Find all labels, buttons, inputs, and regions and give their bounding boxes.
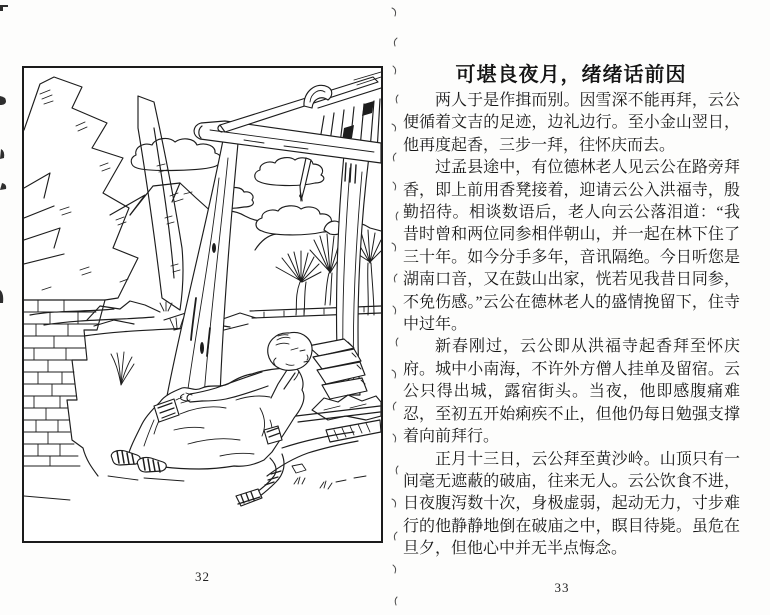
paragraph: 两人于是作揖而别。因雪深不能再拜，云公便循着文吉的足迹，边礼边行。至小金山翌日，他再度起香，三步一拜，往怀庆而去。 (403, 92, 740, 154)
paragraph: 新春刚过，云公即从洪福寺起香拜至怀庆府。城中小南海，不许外方僧人挂单及留宿。云公只得出城，露宿街头。当夜，他即感腹痛难忍，至初五开始痢疾不止，但他仍每日勉强支撑着向前拜行。 (403, 338, 740, 446)
illustration-line-art-monk-at-ruined-temple (24, 68, 381, 541)
paragraph: 正月十三日，云公拜至黄沙岭。山顶只有一间毫无遮蔽的破庙，往来无人。云公饮食不进，日夜腹泻数十次，身极虚弱，起动无力，寸步难行的他静静地倒在破庙之中，瞑目待毙。虽危在旦夕，但他心中并无半点悔念。 (403, 450, 740, 558)
tree (276, 230, 381, 315)
illustration-frame (22, 66, 383, 543)
paragraph: 过孟县途中，有位德林老人见云公在路旁拜香，即上前用香凳接着，迎请云公入洪福寺，殷勤招待。相谈数语后，老人向云公落泪道：“我昔时曾和两位同参相伴朝山，并一起在林下住了三十年。如今分手多年，音讯隔绝。今日听您是湖南口音，又在鼓山出家，恍若见我昔日同参，不免伤感。”云公在德林老人的盛情挽留下，住寺中过年。 (403, 159, 740, 334)
page-number-left: 32 (195, 569, 210, 584)
page-number-right: 33 (554, 580, 570, 595)
chapter-title: 可堪良夜月，绪绪话前因 (455, 64, 687, 86)
chapter-body (403, 90, 740, 561)
